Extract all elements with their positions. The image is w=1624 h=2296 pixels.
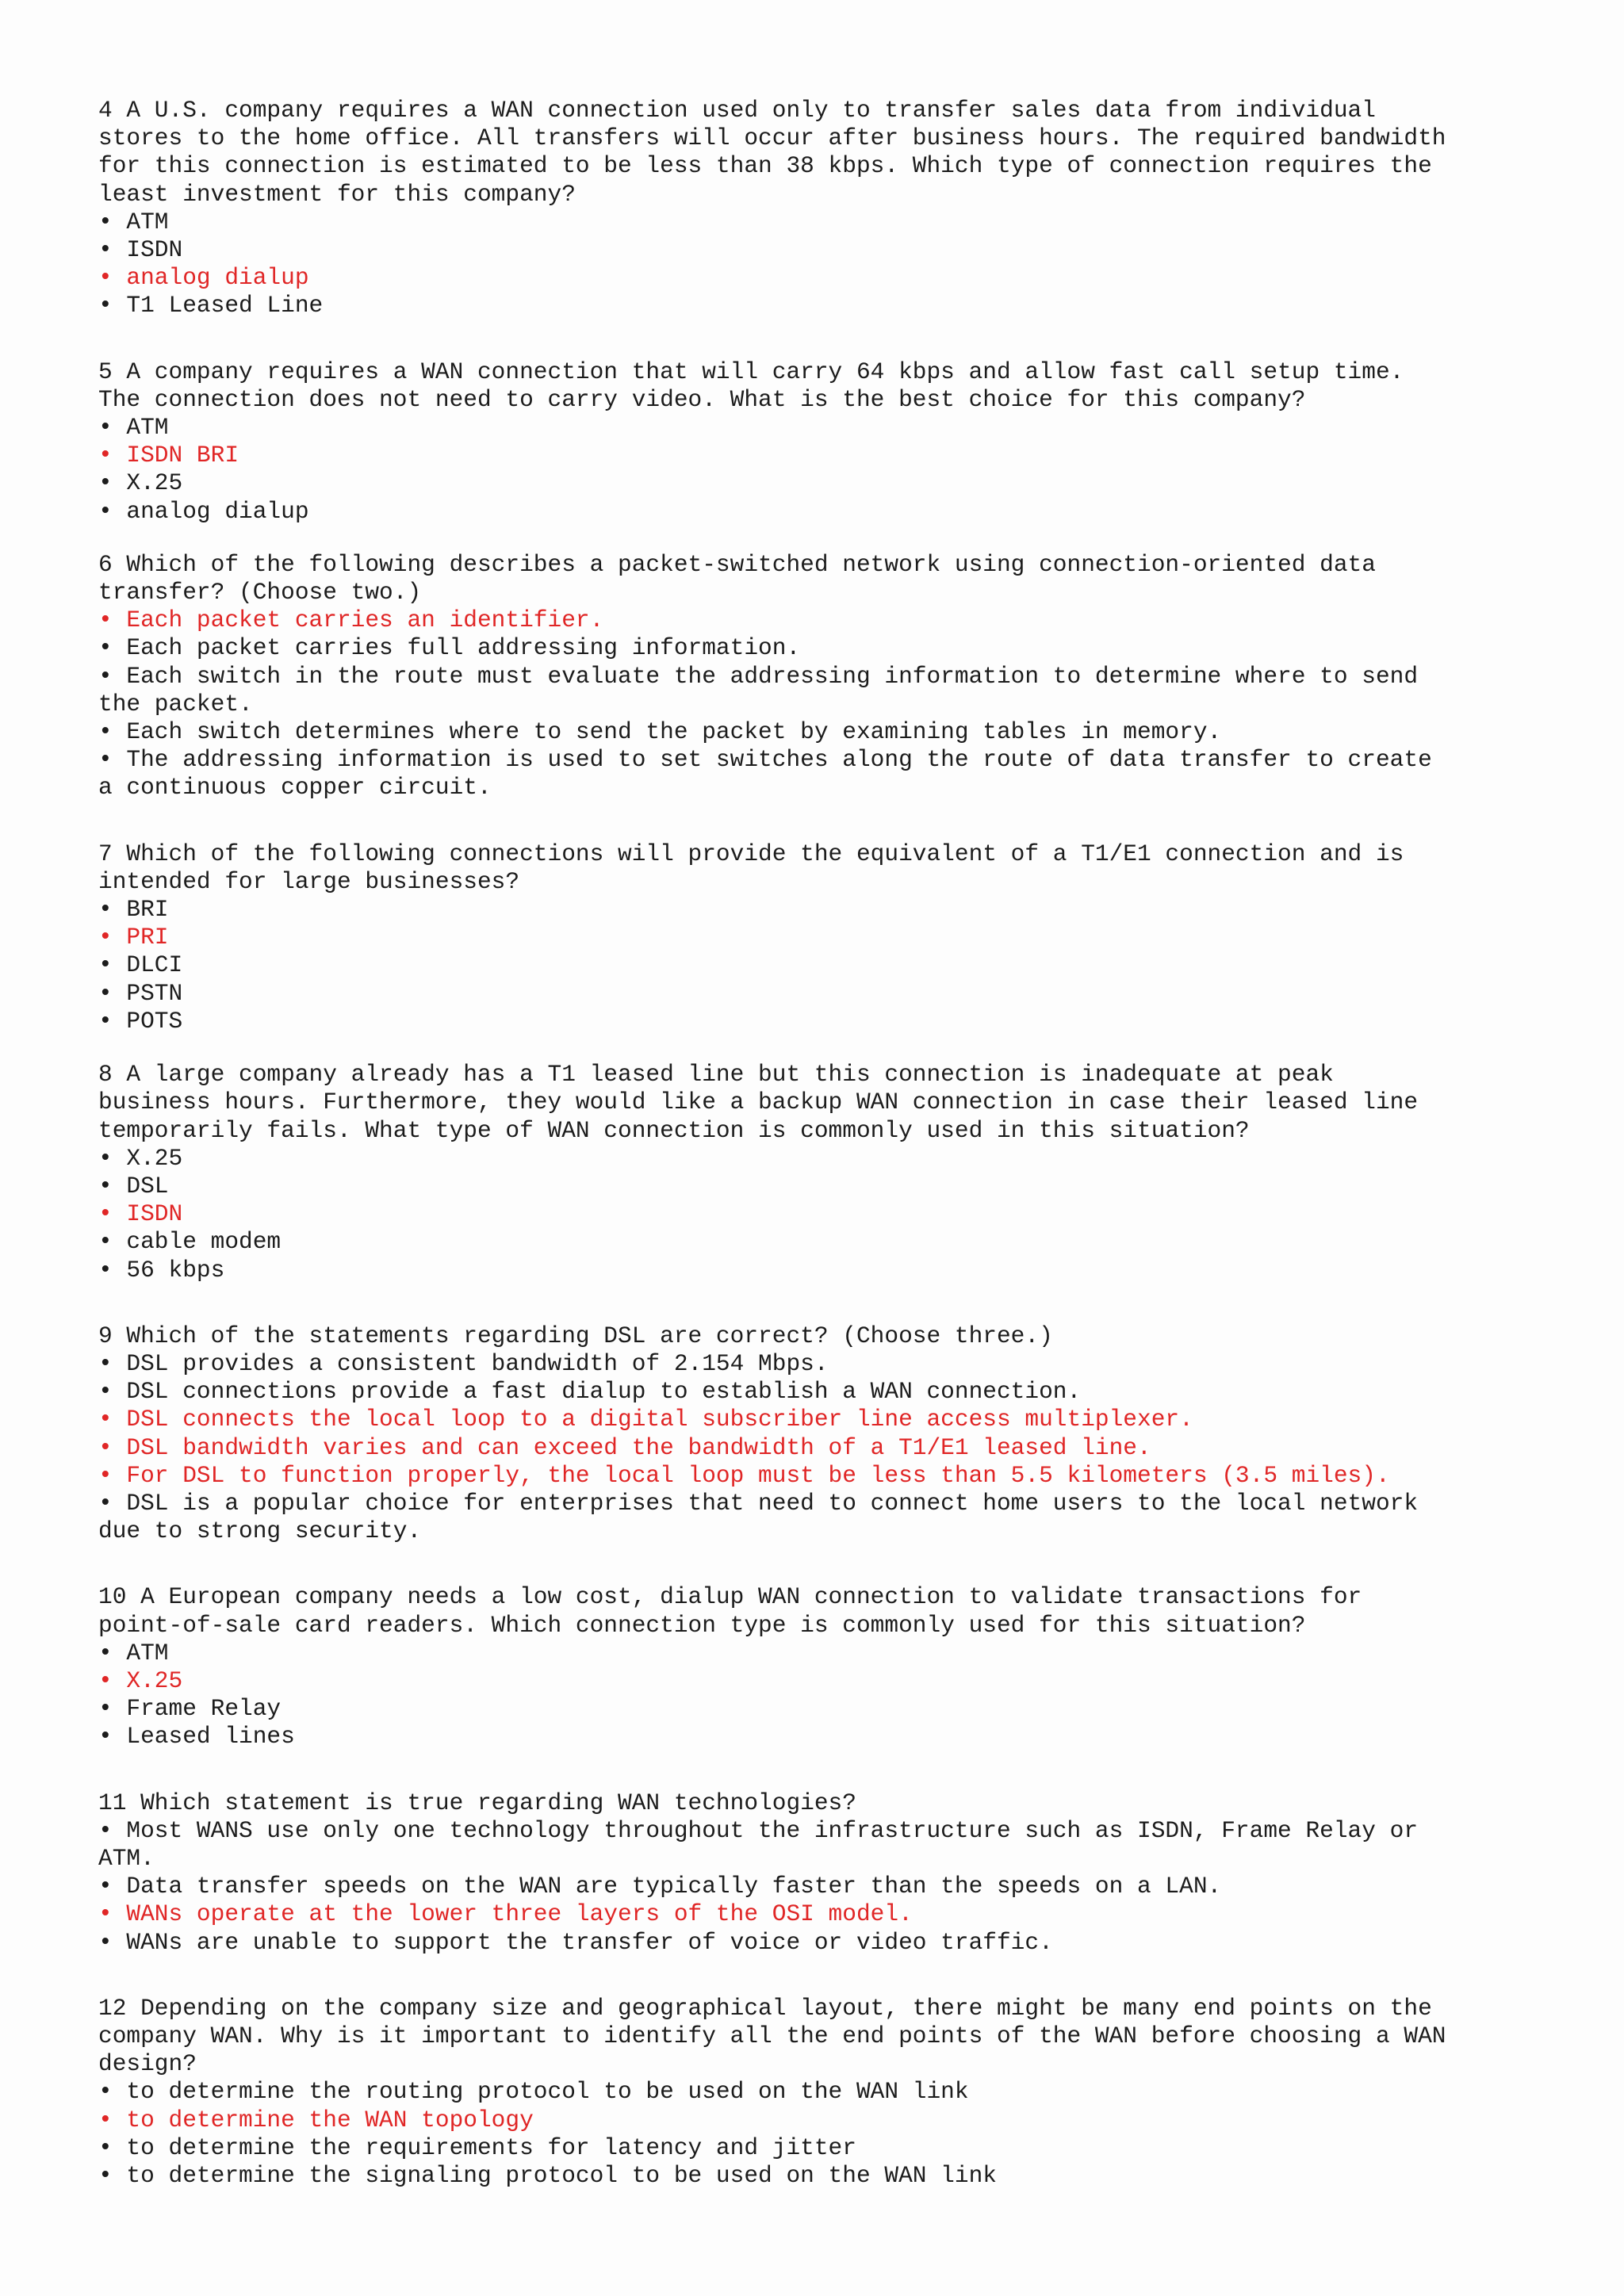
question-text-line: 11 Which statement is true regarding WAN technologies? [98, 1789, 856, 1816]
answer-option: • Most WANS use only one technology throughout the infrastructure such as ISDN, Frame Relay or [98, 1816, 1419, 1844]
question-text-line: design? [98, 2050, 197, 2078]
answer-option: • analog dialup [98, 497, 309, 525]
answer-option: • to determine the signaling protocol to be used on the WAN link [98, 2162, 997, 2189]
correct-answer-option: • DSL connects the local loop to a digital subscriber line access multiplexer. [98, 1406, 1193, 1433]
question-block [98, 840, 1589, 1035]
answer-option: • Data transfer speeds on the WAN are typically faster than the speeds on a LAN. [98, 1873, 1222, 1900]
answer-option: • X.25 [98, 1144, 183, 1172]
question-block [98, 1583, 1589, 1751]
question-block [98, 551, 1589, 802]
question-text-line: stores to the home office. All transfers will occur after business hours. The required bandwidth [98, 124, 1446, 152]
correct-answer-option: • PRI [98, 924, 169, 951]
question-text-line: for this connection is estimated to be less than 38 kbps. Which type of connection requires the [98, 152, 1432, 180]
correct-answer-option: • to determine the WAN topology [98, 2106, 534, 2133]
question-text-line: 8 A large company already has a T1 leased line but this connection is inadequate at peak [98, 1061, 1334, 1089]
answer-option: • Each switch determines where to send the packet by examining tables in memory. [98, 718, 1222, 746]
correct-answer-option: • ISDN BRI [98, 442, 239, 469]
question-text-line: company WAN. Why is it important to identify all the end points of the WAN before choosing a WAN [98, 2022, 1446, 2049]
question-text-line: business hours. Furthermore, they would like a backup WAN connection in case their leased line [98, 1089, 1419, 1116]
correct-answer-option: • For DSL to function properly, the local loop must be less than 5.5 kilometers (3.5 miles). [98, 1461, 1390, 1489]
answer-option: • to determine the requirements for latency and jitter [98, 2133, 856, 2161]
answer-option: • PSTN [98, 979, 183, 1007]
question-text-line: point-of-sale card readers. Which connection type is commonly used for this situation? [98, 1611, 1306, 1639]
answer-option: • cable modem [98, 1228, 282, 1256]
answer-option: • POTS [98, 1007, 183, 1035]
answer-option: • to determine the routing protocol to be used on the WAN link [98, 2078, 969, 2106]
answer-option: • ATM [98, 414, 169, 442]
question-text-line: least investment for this company? [98, 180, 576, 208]
correct-answer-option: • ISDN [98, 1200, 183, 1228]
answer-option: due to strong security. [98, 1517, 422, 1545]
question-text-line: 10 A European company needs a low cost, dialup WAN connection to validate transactions for [98, 1583, 1362, 1611]
answer-option: • DSL [98, 1172, 169, 1200]
question-text-line: 12 Depending on the company size and geographical layout, there might be many end points on the [98, 1994, 1432, 2022]
question-block [98, 358, 1589, 526]
answer-option: • DSL provides a consistent bandwidth of 2.154 Mbps. [98, 1349, 829, 1377]
question-text-line: 4 A U.S. company requires a WAN connection used only to transfer sales data from individual [98, 97, 1376, 124]
question-text-line: temporarily fails. What type of WAN connection is commonly used in this situation? [98, 1116, 1250, 1144]
answer-option: • ATM [98, 208, 169, 235]
question-text-line: 9 Which of the statements regarding DSL are correct? (Choose three.) [98, 1322, 1053, 1349]
question-text-line: 6 Which of the following describes a packet-switched network using connection-oriented data [98, 550, 1376, 578]
document-body [98, 97, 1589, 2190]
answer-option: the packet. [98, 690, 253, 718]
answer-option: ATM. [98, 1844, 155, 1872]
answer-option: • The addressing information is used to set switches along the route of data transfer to create [98, 746, 1432, 774]
correct-answer-option: • analog dialup [98, 264, 309, 292]
answer-option: • ISDN [98, 236, 183, 264]
answer-option: • BRI [98, 896, 169, 924]
correct-answer-option: • Each packet carries an identifier. [98, 607, 604, 634]
answer-option: • DSL connections provide a fast dialup to establish a WAN connection. [98, 1378, 1082, 1406]
answer-option: • Each switch in the route must evaluate the addressing information to determine where to send [98, 662, 1419, 690]
answer-option: • Frame Relay [98, 1695, 282, 1723]
answer-option: • Leased lines [98, 1723, 295, 1751]
answer-option: a continuous copper circuit. [98, 774, 492, 802]
answer-option: • X.25 [98, 469, 183, 497]
answer-option: • Each packet carries full addressing information. [98, 634, 801, 662]
answer-option: • WANs are unable to support the transfer of voice or video traffic. [98, 1928, 1053, 1956]
answer-option: • DLCI [98, 951, 183, 979]
question-text-line: intended for large businesses? [98, 867, 520, 895]
correct-answer-option: • DSL bandwidth varies and can exceed the bandwidth of a T1/E1 leased line. [98, 1433, 1151, 1461]
correct-answer-option: • WANs operate at the lower three layers of the OSI model. [98, 1900, 913, 1928]
correct-answer-option: • X.25 [98, 1667, 183, 1694]
answer-option: • 56 kbps [98, 1256, 225, 1284]
question-text-line: 5 A company requires a WAN connection that will carry 64 kbps and allow fast call setup time. [98, 358, 1404, 385]
question-block [98, 97, 1589, 320]
question-text-line: 7 Which of the following connections will provide the equivalent of a T1/E1 connection and is [98, 840, 1404, 867]
answer-option: • T1 Leased Line [98, 292, 324, 320]
question-text-line: transfer? (Choose two.) [98, 579, 422, 607]
question-block [98, 1789, 1589, 1957]
answer-option: • DSL is a popular choice for enterprises that need to connect home users to the local network [98, 1489, 1419, 1517]
question-text-line: The connection does not need to carry video. What is the best choice for this company? [98, 385, 1306, 413]
question-block [98, 1322, 1589, 1546]
answer-option: • ATM [98, 1639, 169, 1667]
question-block [98, 1061, 1589, 1284]
question-block [98, 1995, 1589, 2190]
